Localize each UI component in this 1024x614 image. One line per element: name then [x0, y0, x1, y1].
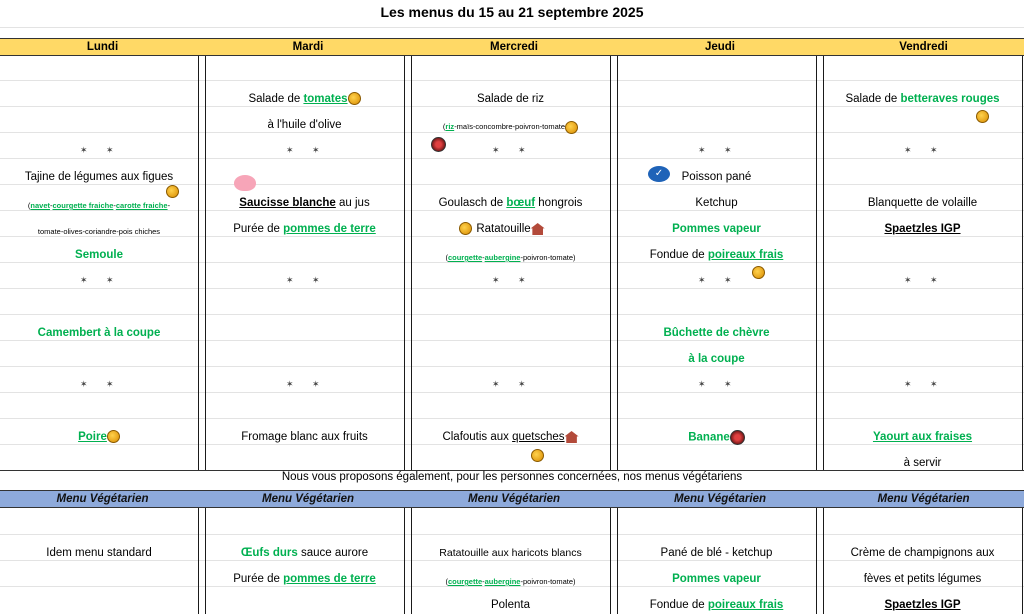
fruit-icon	[565, 121, 578, 134]
mardi-dessert: Fromage blanc aux fruits	[241, 431, 368, 443]
mardi-starter	[205, 92, 404, 106]
text: aubergine	[484, 253, 521, 262]
text: sauce aurore	[297, 547, 369, 559]
text: -poivron-tomate	[520, 253, 574, 262]
separator-icon: ✶ ✶	[286, 275, 328, 285]
text: riz	[445, 122, 455, 131]
fruit-icon	[531, 449, 544, 462]
text: tomates	[303, 93, 348, 105]
day-header-mardi: Mardi	[292, 41, 324, 53]
detail-item: courgette fraiche	[52, 201, 114, 210]
jeudi-dessert	[617, 430, 816, 445]
mercredi-starter: Salade de riz	[476, 93, 545, 105]
text: bœuf	[506, 197, 536, 209]
separator-icon: ✶ ✶	[698, 145, 740, 155]
veg-header-row	[0, 490, 1024, 508]
separator-icon: ✶ ✶	[492, 379, 534, 389]
veg-jeudi-side-2	[617, 598, 816, 612]
detail-item: navet	[30, 201, 51, 210]
fruit-icon	[976, 110, 989, 123]
text: -maïs-concombre-poivron-tomate	[454, 122, 566, 131]
veg-jeudi-side: Pommes vapeur	[672, 573, 761, 585]
detail-item: carotte fraiche	[115, 201, 168, 210]
seal-icon	[431, 137, 446, 152]
veg-header-jeudi: Menu Végétarien	[673, 493, 767, 505]
jeudi-cheese-2: à la coupe	[688, 353, 745, 365]
text: aubergine	[484, 577, 521, 586]
veg-vendredi-main-2: fèves et petits légumes	[863, 573, 982, 585]
separator-icon: ✶ ✶	[286, 379, 328, 389]
separator-icon: ✶ ✶	[492, 145, 534, 155]
day-header-row	[0, 38, 1024, 56]
veg-vendredi-side: Spaetzles IGP	[884, 599, 961, 611]
lundi-side: Semoule	[75, 249, 123, 261]
veg-header-mercredi: Menu Végétarien	[467, 493, 561, 505]
vendredi-main: Blanquette de volaille	[867, 197, 978, 209]
mercredi-side-detail: (courgette-aubergine-poivron-tomate)	[445, 253, 576, 262]
separator-icon: ✶ ✶	[904, 379, 946, 389]
text: Ratatouille	[476, 223, 531, 235]
lundi-detail: (navet-courgette fraiche-carotte fraiche-	[27, 201, 171, 210]
fruit-icon	[107, 430, 120, 443]
day-header-jeudi: Jeudi	[704, 41, 736, 53]
veg-mercredi-detail: (courgette-aubergine-poivron-tomate)	[445, 577, 576, 586]
text: Fondue de	[649, 249, 708, 261]
separator-icon: ✶ ✶	[904, 275, 946, 285]
fruit-icon	[348, 92, 361, 105]
text: au jus	[335, 197, 370, 209]
separator-icon: ✶ ✶	[904, 145, 946, 155]
house-icon	[531, 223, 545, 235]
text: Clafoutis aux	[442, 431, 513, 443]
veg-header-lundi: Menu Végétarien	[56, 493, 149, 505]
text: Salade de	[845, 93, 901, 105]
veg-mercredi-side: Polenta	[490, 599, 530, 611]
separator-icon: ✶ ✶	[80, 379, 122, 389]
veg-jeudi-main: Pané de blé - ketchup	[660, 547, 773, 559]
text: Fondue de	[649, 599, 708, 611]
veg-header-vendredi: Menu Végétarien	[877, 493, 970, 505]
mardi-starter-2: à l'huile d'olive	[267, 119, 342, 131]
text: betteraves rouges	[900, 93, 1000, 105]
jeudi-sauce: Ketchup	[695, 197, 738, 209]
lundi-dessert	[0, 430, 198, 444]
text: poireaux frais	[707, 249, 784, 261]
vendredi-dessert: Yaourt aux fraises	[872, 431, 973, 443]
mercredi-side	[411, 222, 610, 236]
text: pommes de terre	[283, 573, 376, 585]
text: -poivron-tomate	[520, 577, 574, 586]
vendredi-dessert-2: à servir	[903, 457, 942, 469]
veg-mardi-main	[205, 546, 404, 560]
mercredi-starter-detail: (riz-maïs-concombre-poivron-tomate	[411, 120, 610, 134]
mercredi-dessert	[411, 430, 610, 444]
text: Salade de	[248, 93, 304, 105]
veg-mardi-side	[205, 572, 404, 586]
jeudi-side-2	[617, 248, 816, 262]
fruit-icon	[752, 266, 765, 279]
fish-label-icon: ✓	[648, 166, 670, 182]
separator-icon: ✶ ✶	[698, 379, 740, 389]
text: Œufs durs	[240, 547, 298, 559]
fruit-icon	[166, 185, 179, 198]
lundi-main-text: Tajine de légumes aux figues	[24, 171, 174, 183]
lundi-main	[0, 170, 198, 184]
vegetarian-note: Nous vous proposons également, pour les personnes concernées, nos menus végétariens	[281, 471, 743, 483]
day-header-mercredi: Mercredi	[490, 41, 538, 53]
jeudi-cheese: Bûchette de chèvre	[663, 327, 770, 339]
text: courgette	[447, 577, 483, 586]
separator-icon: ✶ ✶	[286, 145, 328, 155]
veg-lundi: Idem menu standard	[46, 547, 152, 559]
mardi-side	[205, 222, 404, 236]
day-header-lundi: Lundi	[86, 41, 119, 53]
text: quetsches	[512, 431, 565, 443]
text: courgette	[447, 253, 483, 262]
mardi-main	[205, 196, 404, 210]
separator-icon: ✶ ✶	[80, 145, 122, 155]
lundi-detail-2: tomate-olives-coriandre-pois chiches	[37, 227, 161, 236]
separator-icon: ✶ ✶	[698, 275, 740, 285]
separator-icon: ✶ ✶	[492, 275, 534, 285]
mercredi-main	[411, 196, 610, 210]
vendredi-starter	[823, 92, 1022, 106]
house-icon	[565, 431, 579, 443]
text: poireaux frais	[707, 599, 784, 611]
text: pommes de terre	[283, 223, 376, 235]
veg-header-mardi: Menu Végétarien	[261, 493, 355, 505]
lundi-cheese: Camembert à la coupe	[37, 327, 161, 339]
text: Banane	[688, 431, 730, 444]
pig-icon	[234, 175, 256, 191]
vendredi-side: Spaetzles IGP	[884, 223, 961, 235]
text: Goulasch de	[438, 197, 507, 209]
text: Purée de	[233, 573, 284, 585]
page-title: Les menus du 15 au 21 septembre 2025	[380, 4, 644, 20]
seal-icon	[730, 430, 745, 445]
text: Purée de	[233, 223, 284, 235]
jeudi-main: Poisson pané	[681, 171, 752, 183]
jeudi-side: Pommes vapeur	[672, 223, 761, 235]
text: hongrois	[535, 197, 583, 209]
day-header-vendredi: Vendredi	[899, 41, 948, 53]
text: Saucisse blanche	[239, 197, 336, 209]
lundi-dessert-text: Poire	[78, 431, 107, 443]
separator-icon: ✶ ✶	[80, 275, 122, 285]
veg-vendredi-main: Crème de champignons aux	[850, 547, 995, 559]
veg-mercredi-main: Ratatouille aux haricots blancs	[439, 547, 582, 559]
